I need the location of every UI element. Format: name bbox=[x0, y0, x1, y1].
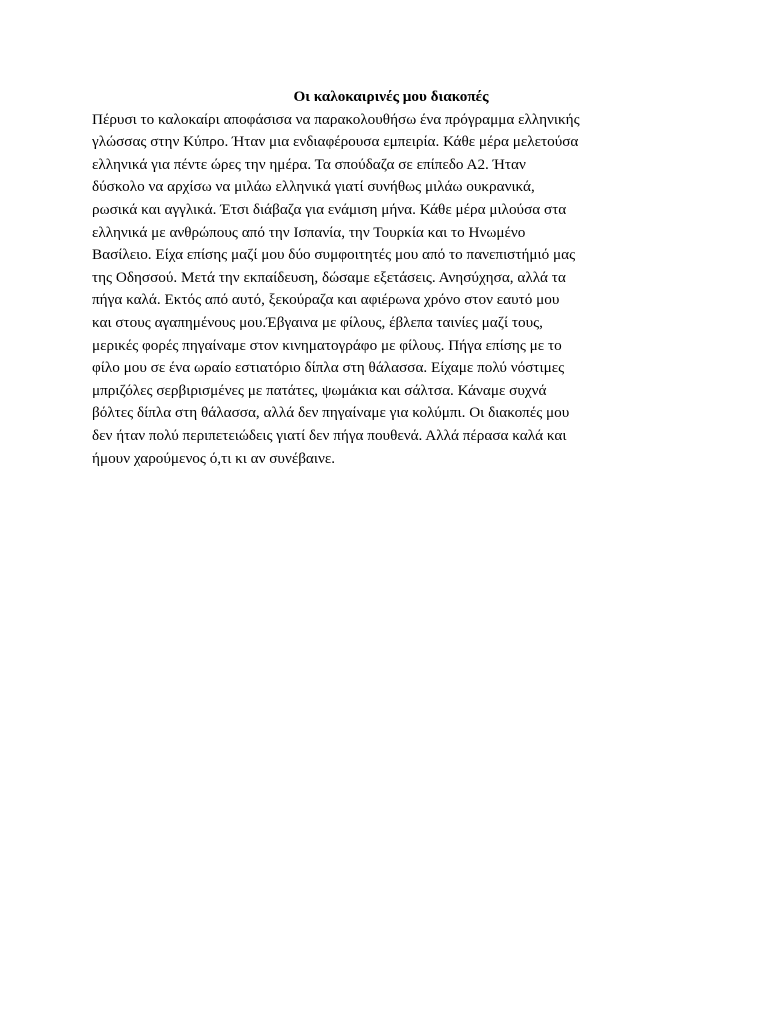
text-line: της Οδησσού. Μετά την εκπαίδευση, δώσαμε εξετάσεις. Ανησύχησα, αλλά τα bbox=[92, 268, 566, 286]
text-line: γλώσσας στην Κύπρο. Ήταν μια ενδιαφέρουσα εμπειρία. Κάθε μέρα μελετούσα bbox=[92, 133, 579, 151]
text-line: μερικές φορές πηγαίναμε στον κινηματογράφο με φίλους. Πήγα επίσης με το bbox=[92, 336, 562, 354]
text-line: Πέρυσι το καλοκαίρι αποφάσισα να παρακολουθήσω ένα πρόγραμμα ελληνικής bbox=[92, 110, 580, 128]
text-line: ελληνικά για πέντε ώρες την ημέρα. Τα σπούδαζα σε επίπεδο Α2. Ήταν bbox=[92, 155, 526, 173]
text-line: πήγα καλά. Εκτός από αυτό, ξεκούραζα και αφιέρωνα χρόνο στον εαυτό μου bbox=[92, 291, 560, 309]
text-line: δεν ήταν πολύ περιπετειώδεις γιατί δεν πήγα πουθενά. Αλλά πέρασα καλά και bbox=[92, 426, 567, 444]
text-line: ήμουν χαρούμενος ό,τι κι αν συνέβαινε. bbox=[92, 449, 336, 467]
text-line: ελληνικά με ανθρώπους από την Ισπανία, την Τουρκία και το Ηνωμένο bbox=[92, 223, 526, 241]
text-line: ρωσικά και αγγλικά. Έτσι διάβαζα για ενάμιση μήνα. Κάθε μέρα μιλούσα στα bbox=[92, 200, 567, 218]
text-line: Βασίλειο. Είχα επίσης μαζί μου δύο συμφοιτητές μου από το πανεπιστήμιό μας bbox=[92, 246, 576, 264]
text-line: και στους αγαπημένους μου.Έβγαινα με φίλους, έβλεπα ταινίες μαζί τους, bbox=[92, 313, 543, 331]
text-line: βόλτες δίπλα στη θάλασσα, αλλά δεν πηγαίναμε για κολύμπι. Οι διακοπές μου bbox=[92, 404, 570, 422]
text-line: φίλο μου σε ένα ωραίο εστιατόριο δίπλα στη θάλασσα. Είχαμε πολύ νόστιμες bbox=[92, 359, 565, 377]
document-title: Οι καλοκαιρινές μου διακοπές bbox=[293, 88, 489, 105]
text-line: δύσκολο να αρχίσω να μιλάω ελληνικά γιατί συνήθως μιλάω ουκρανικά, bbox=[92, 178, 535, 196]
document-body bbox=[92, 86, 682, 470]
essay-paragraph bbox=[92, 109, 682, 471]
text-line: μπριζόλες σερβιρισμένες με πατάτες, ψωμάκια και σάλτσα. Κάναμε συχνά bbox=[92, 381, 547, 399]
